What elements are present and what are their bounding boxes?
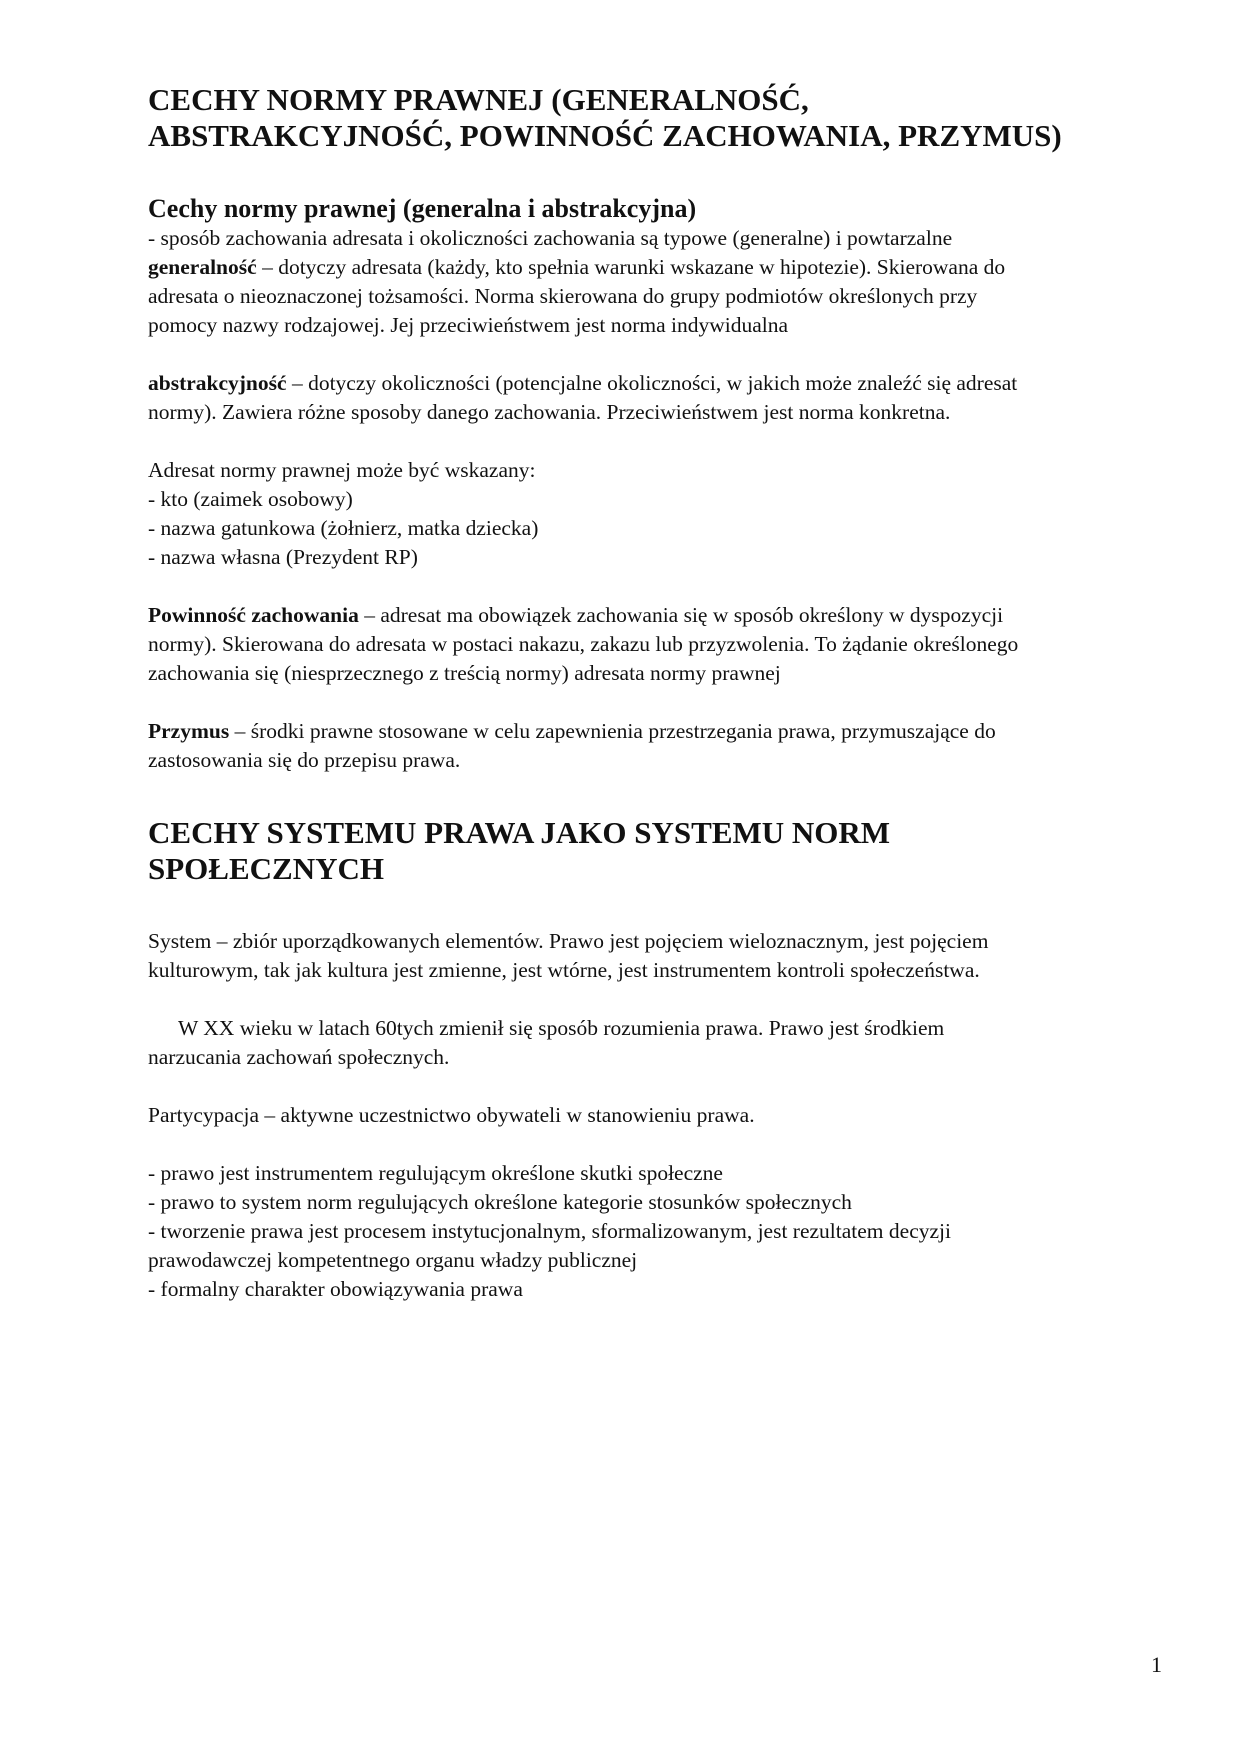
second-heading — [148, 815, 1168, 887]
text-line: normy). Zawiera różne sposoby danego zachowania. Przeciwieństwem jest norma konkretna. — [148, 400, 951, 424]
term-generalnosc: generalność — [148, 255, 257, 279]
term-abstrakcyjnosc: abstrakcyjność — [148, 371, 287, 395]
spacer — [148, 572, 1168, 601]
text-line: normy). Skierowana do adresata w postaci nakazu, zakazu lub przyzwolenia. To żądanie określonego — [148, 632, 1019, 656]
list-item: - kto (zaimek osobowy) — [148, 487, 353, 511]
text-fragment: – środki prawne stosowane w celu zapewnienia przestrzegania prawa, przymuszające do — [229, 719, 996, 743]
paragraph-system — [148, 927, 1168, 985]
subheading-cechy-normy: Cechy normy prawnej (generalna i abstrakcyjna) — [148, 194, 697, 223]
spacer — [148, 1072, 1168, 1101]
spacer — [148, 340, 1168, 369]
text-line: zastosowania się do przepisu prawa. — [148, 748, 461, 772]
text-fragment: – dotyczy adresata (każdy, kto spełnia warunki wskazane w hipotezie). Skierowana do — [256, 255, 1006, 279]
spacer — [148, 154, 1168, 194]
list-item-continuation: prawodawczej kompetentnego organu władzy publicznej — [148, 1248, 638, 1272]
text-line: kulturowym, tak jak kultura jest zmienne, jest wtórne, jest instrumentem kontroli społeczeństwa. — [148, 958, 980, 982]
spacer — [148, 688, 1168, 717]
list-item: - tworzenie prawa jest procesem instytucjonalnym, sformalizowanym, jest rezultatem decyzji — [148, 1219, 951, 1243]
list-item: - nazwa własna (Prezydent RP) — [148, 545, 418, 569]
text-line: Adresat normy prawnej może być wskazany: — [148, 458, 536, 482]
term-powinnosc: Powinność zachowania — [148, 603, 359, 627]
text-line: adresata o nieoznaczonej tożsamości. Norma skierowana do grupy podmiotów określonych przy — [148, 284, 978, 308]
text-line: narzucania zachowań społecznych. — [148, 1045, 450, 1069]
main-heading-line-1: CECHY NORMY PRAWNEJ (GENERALNOŚĆ, — [148, 82, 809, 117]
text-line — [148, 253, 1168, 282]
spacer — [148, 427, 1168, 456]
text-line — [148, 601, 1168, 630]
list-item: - prawo jest instrumentem regulującym określone skutki społeczne — [148, 1161, 723, 1185]
list-features — [148, 1159, 1168, 1304]
second-heading-line-1: CECHY SYSTEMU PRAWA JAKO SYSTEMU NORM — [148, 815, 891, 850]
list-item: - formalny charakter obowiązywania prawa — [148, 1277, 523, 1301]
term-przymus: Przymus — [148, 719, 230, 743]
paragraph-abstrakcyjnosc — [148, 369, 1168, 427]
text-line: pomocy nazwy rodzajowej. Jej przeciwieństwem jest norma indywidualna — [148, 313, 789, 337]
text-line: zachowania się (niesprzecznego z treścią normy) adresata normy prawnej — [148, 661, 781, 685]
paragraph-przymus — [148, 717, 1168, 775]
paragraph-adresat — [148, 456, 1168, 572]
text-line — [148, 717, 1168, 746]
paragraph-powinnosc — [148, 601, 1168, 688]
paragraph-generalnosc — [148, 253, 1168, 340]
main-heading-line-2: ABSTRAKCYJNOŚĆ, POWINNOŚĆ ZACHOWANIA, PRZYMUS) — [148, 118, 1062, 153]
list-item: - prawo to system norm regulujących określone kategorie stosunków społecznych — [148, 1190, 852, 1214]
text-fragment: – dotyczy okoliczności (potencjalne okoliczności, w jakich może znaleźć się adresat — [286, 371, 1018, 395]
paragraph-xx-wiek — [148, 1014, 1168, 1072]
text-line: System – zbiór uporządkowanych elementów. Prawo jest pojęciem wieloznacznym, jest pojęciem — [148, 929, 989, 953]
text-fragment: – adresat ma obowiązek zachowania się w sposób określony w dyspozycji — [358, 603, 1004, 627]
paragraph-sposob-zachowania — [148, 224, 1168, 253]
spacer — [148, 775, 1168, 815]
paragraph-partycypacja — [148, 1101, 1168, 1130]
spacer — [148, 1130, 1168, 1159]
page-number: 1 — [1151, 1652, 1162, 1677]
document-page — [148, 82, 1168, 1304]
main-heading — [148, 82, 1168, 154]
list-item: - nazwa gatunkowa (żołnierz, matka dziecka) — [148, 516, 539, 540]
text-line — [148, 369, 1168, 398]
text-line: W XX wieku w latach 60tych zmienił się sposób rozumienia prawa. Prawo jest środkiem — [178, 1016, 945, 1040]
spacer — [148, 887, 1168, 927]
text-line: - sposób zachowania adresata i okoliczności zachowania są typowe (generalne) i powtarzalne — [148, 226, 953, 250]
text-line: Partycypacja – aktywne uczestnictwo obywateli w stanowieniu prawa. — [148, 1103, 755, 1127]
spacer — [148, 985, 1168, 1014]
second-heading-line-2: SPOŁECZNYCH — [148, 851, 384, 886]
